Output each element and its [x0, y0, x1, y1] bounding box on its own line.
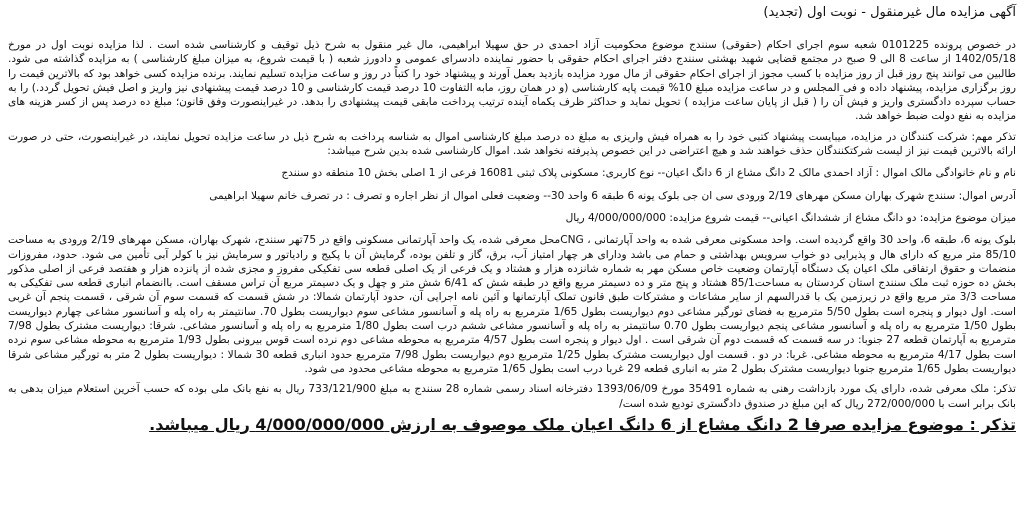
notice-title: آگهی مزایده مال غیرمنقول - نوبت اول (تجدید)	[763, 5, 1016, 20]
address-line: آدرس اموال: سنندج شهرک بهاران مسکن مهرهای 2/19 ورودی سی ان جی بلوک یونه 6 طبقه 6 واحد 30-- وضعیت فعلی اموال از نظر اجاره و تصرف : در تصرف خانم سهیلا ابراهیمی	[209, 189, 1016, 202]
property-description-paragraph: بلوک یونه 6، طبقه 6، واحد 30 واقع گردیده است. واحد مسکونی معرفی شده به واحد آپارتمانی ، CNGمحل معرفی شده، یک واحد آپارتمانی مسکونی واقع در 75تهر سنندج، شهرک بهاران، مسکن مهرهای 2/19 ورودی به مساحت 85/10 متر مربع که دارای هال و پذیرایی دو خواب سرویس بهداشتی و حمام می باشد ودارای هر چهار امتیاز آب، برق، گاز و تلفن بوده، گرمایش آن با پکیج و رادیاتور و سرمایش نیز با کولر آبی تأمین می شود. حدود، مفروزات منضمات و حقوق ارتفاقی ملک اعیان یک دستگاه آپارتمان وضعیت خاص مسکن مهر به شماره شانزده هزار و هشتاد و یک فرعی از یک اصلی قطعه سی تفکیکی مفروز و مجزی شده از پانزده هزار و هفتصد فرعی از اصلی مذکور بخش ده حوزه ثبت ملک سنندج استان کردستان به مساحت85/1 هشتاد و پنج متر و ده دسیمتر مربع واقع در طبقه شش که 6/41 شش متر و چهل و یک دسیمتر مربع آن تراس مسقف است. باانضمام انباری قطعه سی تفکیکی به مساحت 3/3 متر مربع واقع در زیرزمین یک با قدرالسهم از سایر مشاعات و مشترکات طبق قانون تملک آپارتمانها و آئین نامه اجرایی آن، حدود آپارتمان شمالا: در شش قسمت که قسمت سوم آن شرقی ، قسمت پنجم آن غربی است. اول دیوار و پنجره است بطول 5/50 مترمربع به فضای تورگیر مشاعی دوم دیواریست بطول 1/65 مترمربع به راه پله و آسانسور مشاعی سوم دیواریست بطول 70. سانتیمتر به راه پله و آسانسور مشاعی چهارم دیواریست بطول 1/50 مترمربع به راه پله و آسانسور مشاعی پنجم دیواریست بطول 0.70 سانتیمتر به راه پله و آسانسور مشاعی ششم درب است بطول 1/80 مترمربع به راه پله و آسانسور مشاعی. شرقا: دیواریست مشترک بطول 7/98 مترمربع به آپارتمان قطعه 27 جنوبا: در سه قسمت که قسمت دوم آن شرقی است . اول دیوار و پنجره است بطول 4/57 مترمربع به محوطه مشاعی دوم نرده است قوس بیرونی بطول 1/93 مترمربع به محوطه مشاعی سوم نرده است بطول 4/17 مترمربع به محوطه مشاعی. غربا: در دو . قسمت اول دیواریست مشترک بطول 1/25 مترمربع دوم دیواریست بطول 7/98 مترمربع حدود انباری قطعه 30 شمالا : دیواریست بطول 2 متر به تورگیر مشاعی شرقا دیواریست بطول 1/65 مترمربع جنوبا دیواریست مشترک بطول 2 متر به انباری قطعه 29 غربا درب است بطول 1/65 مترمربع به محوطه مشاعی محدود می شود.	[8, 234, 1017, 375]
auction-subject-line: میزان موضوع مزایده: دو دانگ مشاع از ششدانگ اعیانی-- قیمت شروع مزایده: 4/000/000/000 ریال	[565, 211, 1016, 224]
final-note: تذکر : موضوع مزایده صرفا 2 دانگ مشاع از 6 دانگ اعیان ملک موصوف به ارزش 4/000/000/000 ریال میباشد.	[149, 414, 1016, 434]
mortgage-note-paragraph: تذکر: ملک معرفی شده، دارای یک مورد بازداشت رهنی به شماره 35491 مورخ 1393/06/09 دفترخانه اسناد رسمی شماره 28 سنندج به مبلغ 733/121/900 ریال به نفع بانک ملی بوده که حسب آخرین استعلام میزان بدهی به بانک برابر است با 272/000/000 ریال که این مبلغ در صندوق دادگستری تودیع شده است/	[8, 383, 1016, 410]
notice-intro-paragraph: در خصوص پرونده 0101225 شعبه سوم اجرای احکام (حقوقی) سنندج موضوع محکومیت آزاد احمدی در حق سهیلا ابراهیمی، مال غیر منقول به شرح ذیل توقیف و کارشناسی شده است . لذا مزایده نوبت اول در مورخ 1402/05/18 از ساعت 8 الی 9 صبح در مجتمع قضایی شهید بهشتی سنندج دفتر اجرای احکام حقوقی با حضور نماینده دادسرای عمومی و دادورز شعبه ( با قیمت شروع، به میزان مبلغ کارشناسی ) به مزایده گذاشته می شود. طالبین می توانند پنج روز قبل از روز مزایده با کسب مجوز از اجرای احکام حقوقی از مال مورد مزایده بازدید بعمل آورند و پیشنهاد خود را کتباً در روز و ساعت مزایده تسلیم نمایند. برنده مزایده کسی خواهد بود که بالاترین قیمت را روز برگزاری مزایده، پیشنهاد داده و فی المجلس و در ساعت مزایده مبلغ 10% قیمت پایه کارشناسی (و در همان روز، مابه التفاوت 10 درصد قیمت کارشناسی و 10 درصد قیمت پیشنهادی نیز واریز و اصل فیش تحویل گردد.) را به حساب سپرده دادگستری واریز و فیش آن را ( قبل از پایان ساعت مزایده ) تحویل نماید و حداکثر ظرف یکماه آینده ترتیب پرداخت مابقی قیمت پیشنهادی را بدهد. در غیراینصورت وفق قانون؛ مبلغ ده درصد پس از کسر هزینه های مزایده به نفع دولت ضبط خواهد شد.	[8, 39, 1017, 123]
bidders-note-paragraph: تذکر مهم: شرکت کنندگان در مزایده، میبایست پیشنهاد کتبی خود را به همراه فیش واریزی به مبلغ ده درصد مبلغ کارشناسی اموال به شناسه پرداخت به شرح ذیل در ساعت مزایده تحویل نمایند، در غیراینصورت، حتی در صورت ارائه بالاترین قیمت نیز از لیست شرکتکنندگان حذف خواهند شد و هیچ اعتراضی در این خصوص پذیرفته نخواهد شد. اموال کارشناسی شده بدین شرح میباشد:	[8, 130, 1016, 158]
owner-line: نام و نام خانوادگی مالک اموال : آزاد احمدی مالک 2 دانگ مشاع از 6 دانگ اعیان-- نوع کاربری: مسکونی پلاک ثبتی 16081 فرعی از 1 اصلی بخش 10 منطقه دو سنندج	[281, 167, 1016, 180]
